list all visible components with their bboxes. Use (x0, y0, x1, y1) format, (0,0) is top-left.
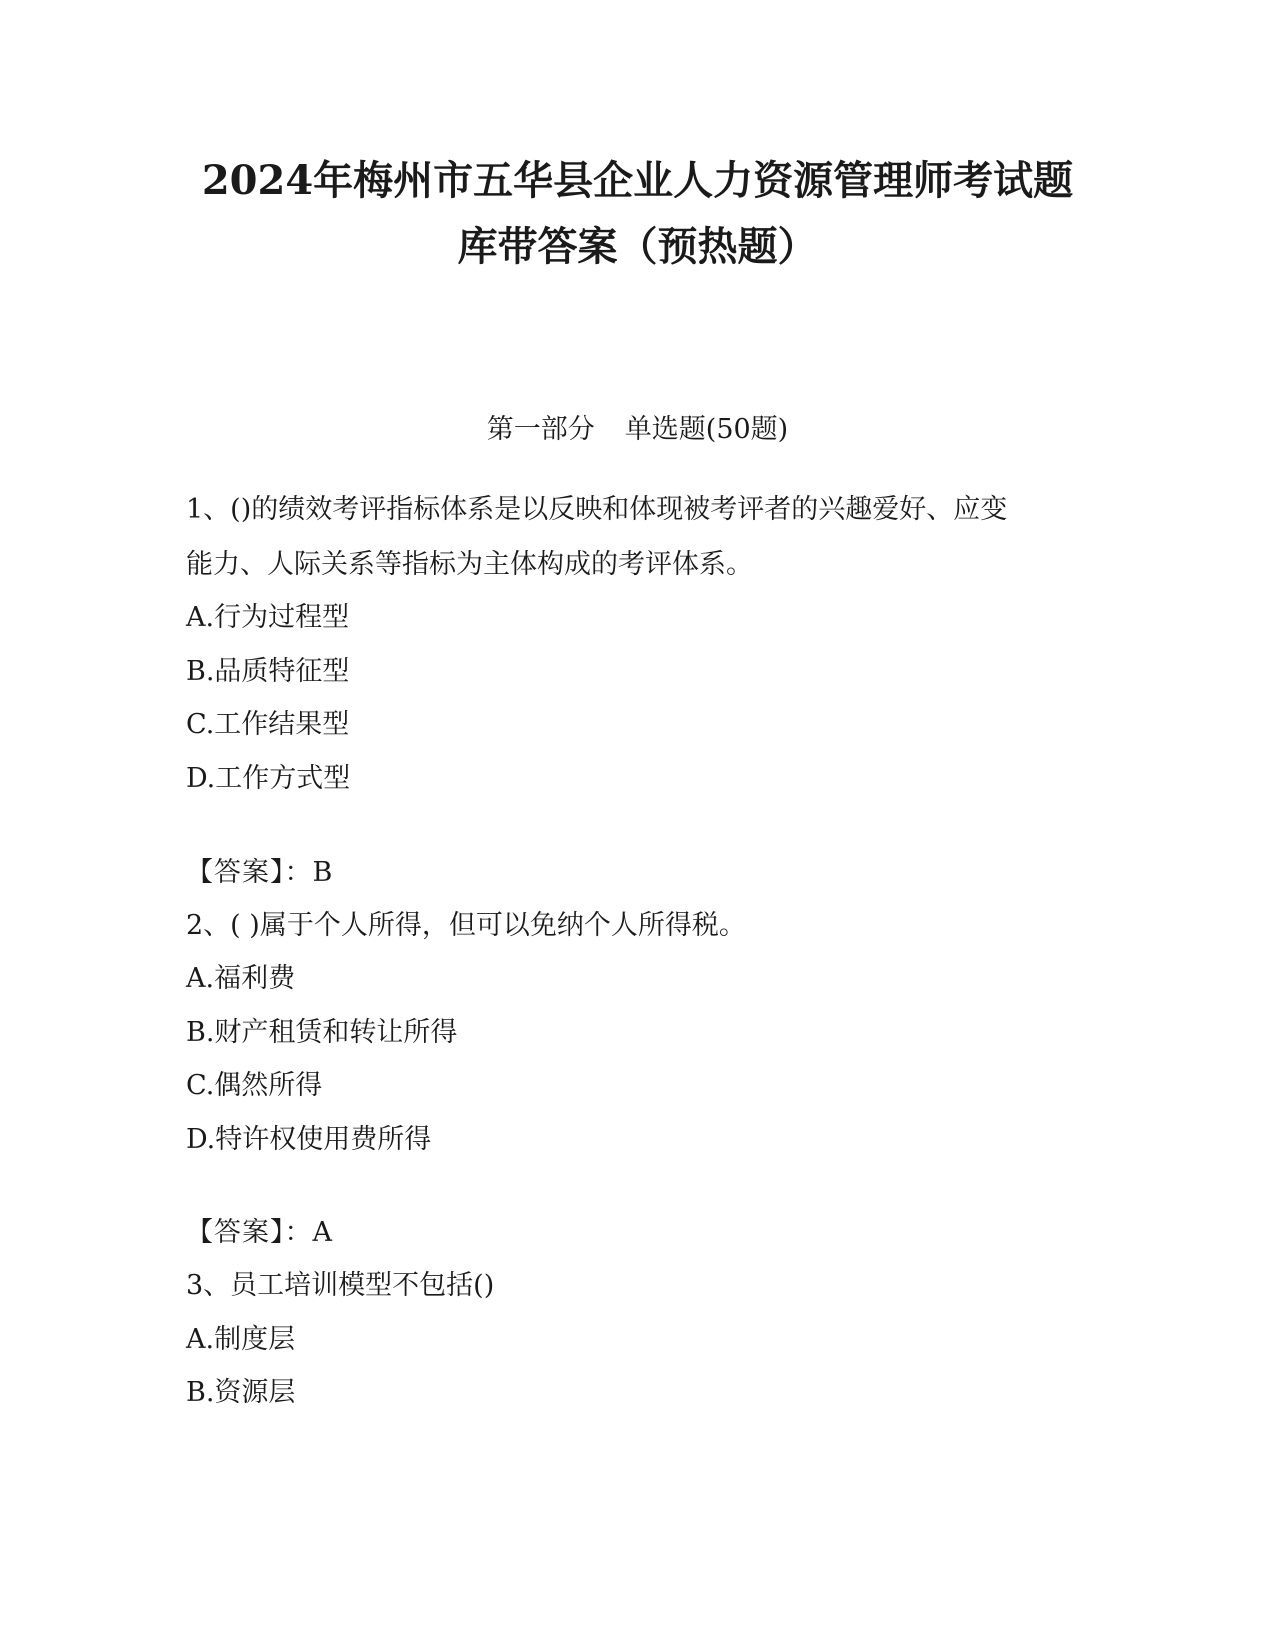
question-3-option-b: B.资源层 (186, 1377, 296, 1408)
question-2-option-c: C.偶然所得 (186, 1070, 323, 1101)
question-2-option-b: B.财产租赁和转让所得 (186, 1017, 458, 1048)
question-1-option-a: A.行为过程型 (186, 602, 350, 633)
question-1-option-b: B.品质特征型 (186, 656, 350, 687)
question-2-answer: 【答案】：A (186, 1217, 333, 1248)
question-2-option-d: D.特许权使用费所得 (186, 1124, 432, 1155)
question-2-option-a: A.福利费 (186, 963, 296, 994)
question-1-stem-line-1: 1、()的绩效考评指标体系是以反映和体现被考评者的兴趣爱好、应变 (186, 494, 1008, 525)
question-1-answer: 【答案】：B (186, 857, 334, 888)
title-line-1: 2024年梅州市五华县企业人力资源管理师考试题 (201, 157, 1074, 204)
question-1-option-d: D.工作方式型 (186, 763, 351, 794)
section-part: 第一部分 (486, 414, 595, 445)
question-3-option-a: A.制度层 (186, 1324, 296, 1355)
title-line-2: 库带答案（预热题） (457, 223, 818, 270)
question-3-stem-line-1: 3、员工培训模型不包括() (186, 1270, 495, 1301)
section-name: 单选题(50题) (624, 414, 789, 445)
question-1-stem-line-2: 能力、人际关系等指标为主体构成的考评体系。 (186, 549, 753, 580)
section-heading (0, 412, 1275, 448)
document-title (160, 148, 1115, 280)
question-1-option-c: C.工作结果型 (186, 709, 350, 740)
question-2-stem-line-1: 2、( )属于个人所得，但可以免纳个人所得税。 (186, 910, 746, 941)
